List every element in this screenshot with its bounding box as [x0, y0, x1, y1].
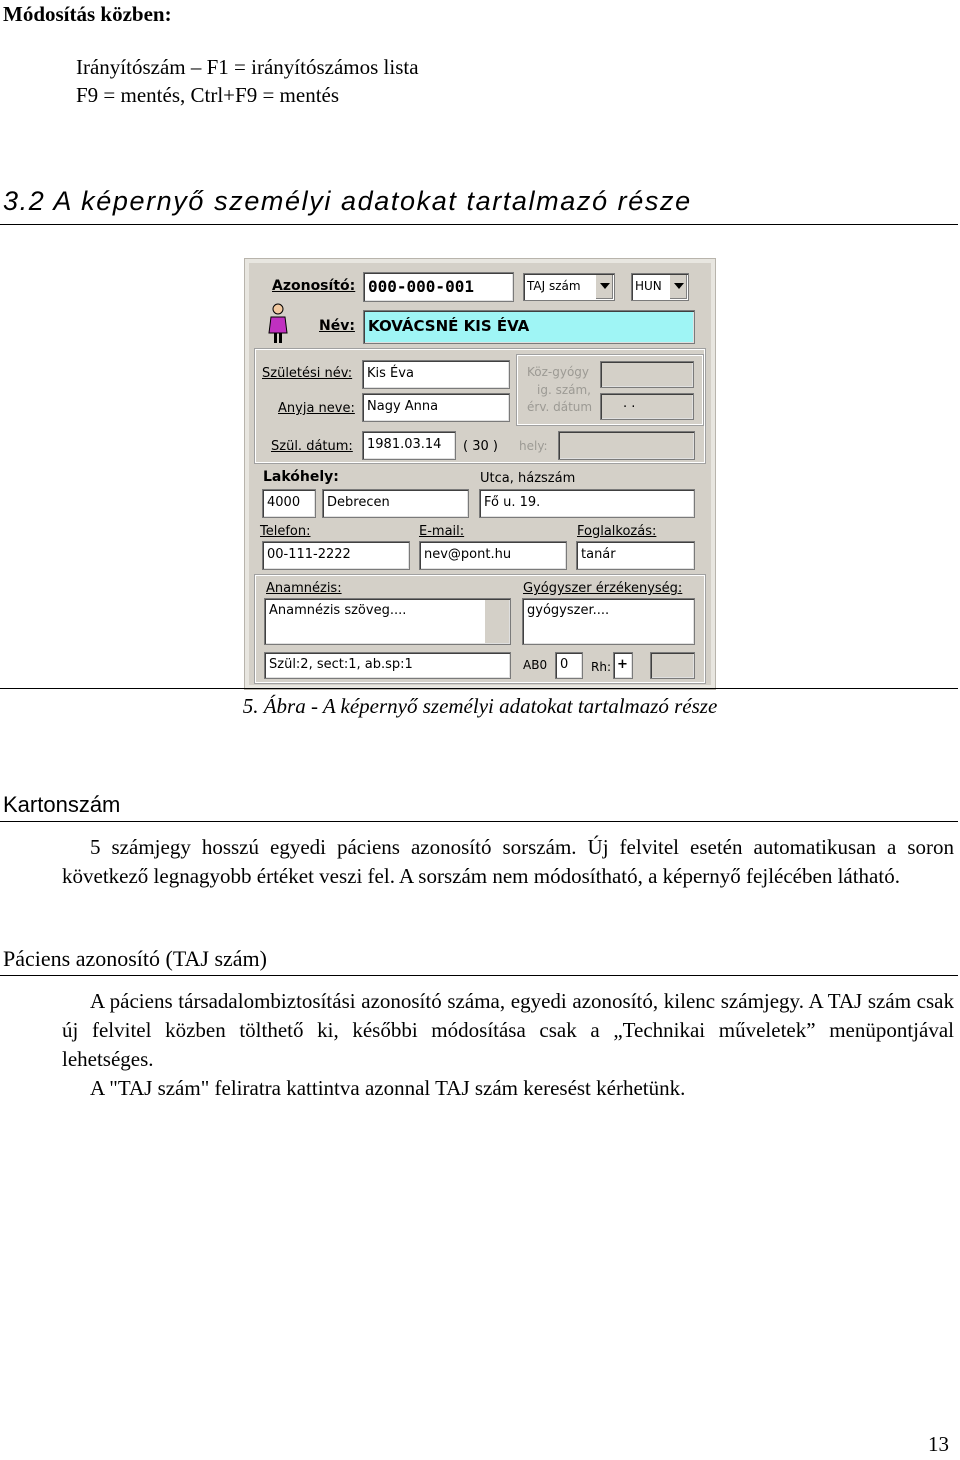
modositas-heading: Módosítás közben:: [3, 2, 172, 26]
screenshot-figure: [244, 258, 716, 690]
kartonszam-heading: Kartonszám: [3, 792, 121, 817]
szul-datum-label: Szül. dátum:: [271, 439, 353, 454]
foglalkozas-label: Foglalkozás:: [577, 524, 657, 539]
page-number: 13: [928, 1432, 949, 1456]
female-person-icon: [267, 303, 289, 345]
szul-info-field[interactable]: Szül:2, sect:1, ab.sp:1: [264, 652, 511, 679]
taj-combo[interactable]: [523, 273, 615, 301]
kozgyogy-label-3: érv. dátum: [527, 400, 593, 414]
irsz-field[interactable]: 4000: [262, 489, 316, 518]
chevron-down-icon[interactable]: [595, 275, 613, 299]
anyja-neve-field[interactable]: Nagy Anna: [362, 393, 510, 422]
kozgyogy-label-1: Köz-gyógy: [527, 365, 590, 379]
taj-combo-label[interactable]: TAJ szám: [527, 279, 581, 293]
nev-field[interactable]: KOVÁCSNÉ KIS ÉVA: [363, 310, 695, 344]
modositas-line1: Irányítószám – F1 = irányítószámos lista: [76, 55, 419, 79]
paciens-paragraph-2: A "TAJ szám" feliratra kattintva azonnal TAJ szám keresést kérhetünk.: [90, 1076, 686, 1100]
figure-rule: [0, 688, 958, 689]
lakohely-label: Lakóhely:: [263, 469, 339, 485]
anamnezis-label: Anamnézis:: [266, 581, 342, 596]
rh-field[interactable]: +: [613, 652, 633, 679]
ab0-field[interactable]: 0: [555, 652, 583, 679]
extra-field[interactable]: [650, 652, 695, 679]
email-label: E-mail:: [419, 524, 465, 539]
utca-label: Utca, házszám: [480, 471, 576, 486]
section-rule: [0, 224, 958, 225]
utca-field[interactable]: Fő u. 19.: [479, 489, 695, 518]
anamnezis-scrollbar[interactable]: [485, 600, 509, 643]
telefon-label: Telefon:: [260, 524, 311, 539]
hun-combo-label[interactable]: HUN: [635, 279, 662, 293]
kozgyogy-label-2: ig. szám,: [537, 383, 591, 397]
rh-label: Rh:: [591, 660, 611, 674]
szuletesi-nev-label: Születési név:: [262, 366, 353, 381]
hely-label: hely:: [519, 439, 548, 453]
foglalkozas-field[interactable]: tanár: [576, 541, 695, 570]
kartonszam-rule: [0, 821, 958, 822]
hun-combo[interactable]: [631, 273, 689, 301]
age-value: ( 30 ): [463, 439, 498, 454]
kartonszam-paragraph: 5 számjegy hosszú egyedi páciens azonosító sorszám. Új felvitel esetén automatikusan a soron következő legnagyobb értéket veszi fel. A sorszám nem módosítható, a képernyő fejlécében látható.: [62, 835, 954, 888]
gyogyszer-label: Gyógyszer érzékenység:: [523, 581, 683, 596]
azonosito-label: Azonosító:: [272, 278, 356, 294]
ab0-label: AB0: [523, 658, 548, 672]
gyogyszer-field[interactable]: gyógyszer....: [522, 598, 695, 645]
chevron-down-icon[interactable]: [669, 275, 687, 299]
azonosito-field[interactable]: 000-000-001: [363, 272, 514, 302]
modositas-line2: F9 = mentés, Ctrl+F9 = mentés: [76, 83, 340, 107]
section-title: 3.2 A képernyő személyi adatokat tartalmazó része: [3, 186, 692, 216]
szul-datum-field[interactable]: 1981.03.14: [362, 431, 456, 460]
kozgyogy-number-field[interactable]: [600, 361, 694, 388]
szuletesi-nev-field[interactable]: Kis Éva: [362, 360, 510, 389]
varos-field[interactable]: Debrecen: [322, 489, 469, 518]
anamnezis-field[interactable]: Anamnézis szöveg....: [264, 598, 511, 645]
telefon-field[interactable]: 00-111-2222: [262, 541, 410, 570]
kozgyogy-date-field[interactable]: . .: [600, 393, 694, 420]
figure-caption: 5. Ábra - A képernyő személyi adatokat tartalmazó része: [242, 694, 718, 718]
paciens-heading: Páciens azonosító (TAJ szám): [3, 946, 267, 971]
paciens-paragraph-1: A páciens társadalombiztosítási azonosító száma, egyedi azonosító, kilenc számjegy. A TAJ szám csak új felvitel közben tölthető ki, későbbi módosítása csak a „Technikai műveletek” menüpontjával lehetséges.: [62, 989, 954, 1071]
anyja-neve-label: Anyja neve:: [278, 401, 355, 416]
nev-label: Név:: [319, 318, 355, 334]
paciens-rule: [0, 975, 958, 976]
email-field[interactable]: nev@pont.hu: [419, 541, 567, 570]
hely-field[interactable]: [558, 431, 695, 460]
